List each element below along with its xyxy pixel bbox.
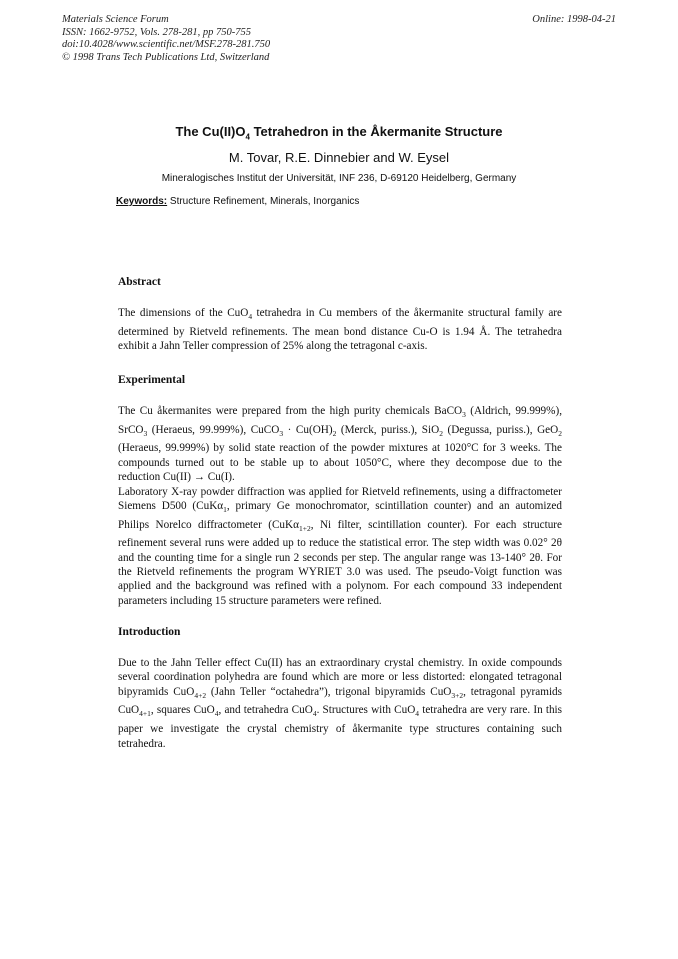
issn-line: ISSN: 1662-9752, Vols. 278-281, pp 750-755	[62, 26, 251, 38]
keywords	[116, 196, 359, 207]
experimental-paragraph-1: The Cu åkermanites were prepared from the high purity chemicals BaCO$_3$ (Aldrich, 99.999%), SrCO$_3$ (Heraeus, 99.999%), CuCO$_3$ · $Cu(OH)_2$ (Merck, puriss.), SiO$_2$ (Degussa, puriss.), GeO$_2$ (Heraeus, 99.999%) by solid state reaction of the powder mixtures at 1020°C for 3 weeks. The compounds turned out to be stable up to about 1050°C, where they decompose due to the reduction Cu(II) → Cu(I).	[118, 405, 562, 484]
abstract-heading: Abstract	[118, 276, 161, 288]
authors: M. Tovar, R.E. Dinnebier and W. Eysel	[228, 150, 450, 165]
experimental-section	[118, 374, 562, 608]
journal-name: Materials Science Forum	[62, 14, 169, 25]
paper-title: The $Cu(II)O_4$ Tetrahedron in the Åkermanite Structure	[175, 124, 503, 142]
journal-header	[62, 14, 270, 64]
experimental-heading: Experimental	[118, 374, 186, 386]
abstract-text: The dimensions of the CuO$_4$ tetrahedra in Cu members of the åkermanite structural family are determined by Rietveld refinements. The mean bond distance Cu-O is 1.94 Å. The tetrahedra exhibit a Jahn Teller compression of 25% along the tetragonal c-axis.	[118, 307, 562, 353]
copyright-line: © 1998 Trans Tech Publications Ltd, Switzerland	[62, 51, 270, 63]
keywords-label: Keywords:	[116, 196, 168, 207]
doi-line[interactable]: doi:10.4028/www.scientific.net/MSF.278-281.750	[62, 39, 271, 50]
online-date: Online: 1998-04-21	[532, 14, 616, 25]
abstract-section	[118, 276, 562, 353]
introduction-section	[118, 626, 562, 751]
introduction-heading: Introduction	[118, 626, 181, 638]
introduction-text: Due to the Jahn Teller effect Cu(II) has an extraordinary crystal chemistry. In oxide compounds several coordination polyhedra are found which are more or less distorted: elongated tetragonal bipyramids CuO$_{4+2}$ (Jahn Teller “octahedra”), trigonal bipyramids CuO$_{3+2}$, tetragonal pyramids CuO$_{4+1}$, squares CuO$_4$, and tetrahedra CuO$_4$. Structures with CuO$_4$ tetrahedra are very rare. In this paper we investigate the crystal chemistry of åkermanite type structures containing such tetrahedra.	[118, 657, 563, 750]
experimental-paragraph-2: Laboratory X-ray powder diffraction was applied for Rietveld refinements, using a diffractometer Siemens D500 (CuKα$_1$, primary Ge monochromator, scintillation counter) and an automized Philips Norelco diffractometer (CuKα$_{1+2}$, Ni filter, scintillation counter). For each structure refinement several runs were added up to reduce the statistical error. The step width was 0.02° 2θ and the counting time for a single run 2 seconds per step. The angular range was 13-140° 2θ. For the Rietveld refinements the program WYRIET 3.0 was used. The pseudo-Voigt function was applied and the background was refined with a polynom. For each compound 33 independent parameters including 15 structure parameters were refined.	[118, 485, 562, 607]
affiliation: Mineralogisches Institut der Universität, INF 236, D-69120 Heidelberg, Germany	[161, 173, 517, 184]
keywords-text: Structure Refinement, Minerals, Inorganics	[167, 196, 360, 207]
